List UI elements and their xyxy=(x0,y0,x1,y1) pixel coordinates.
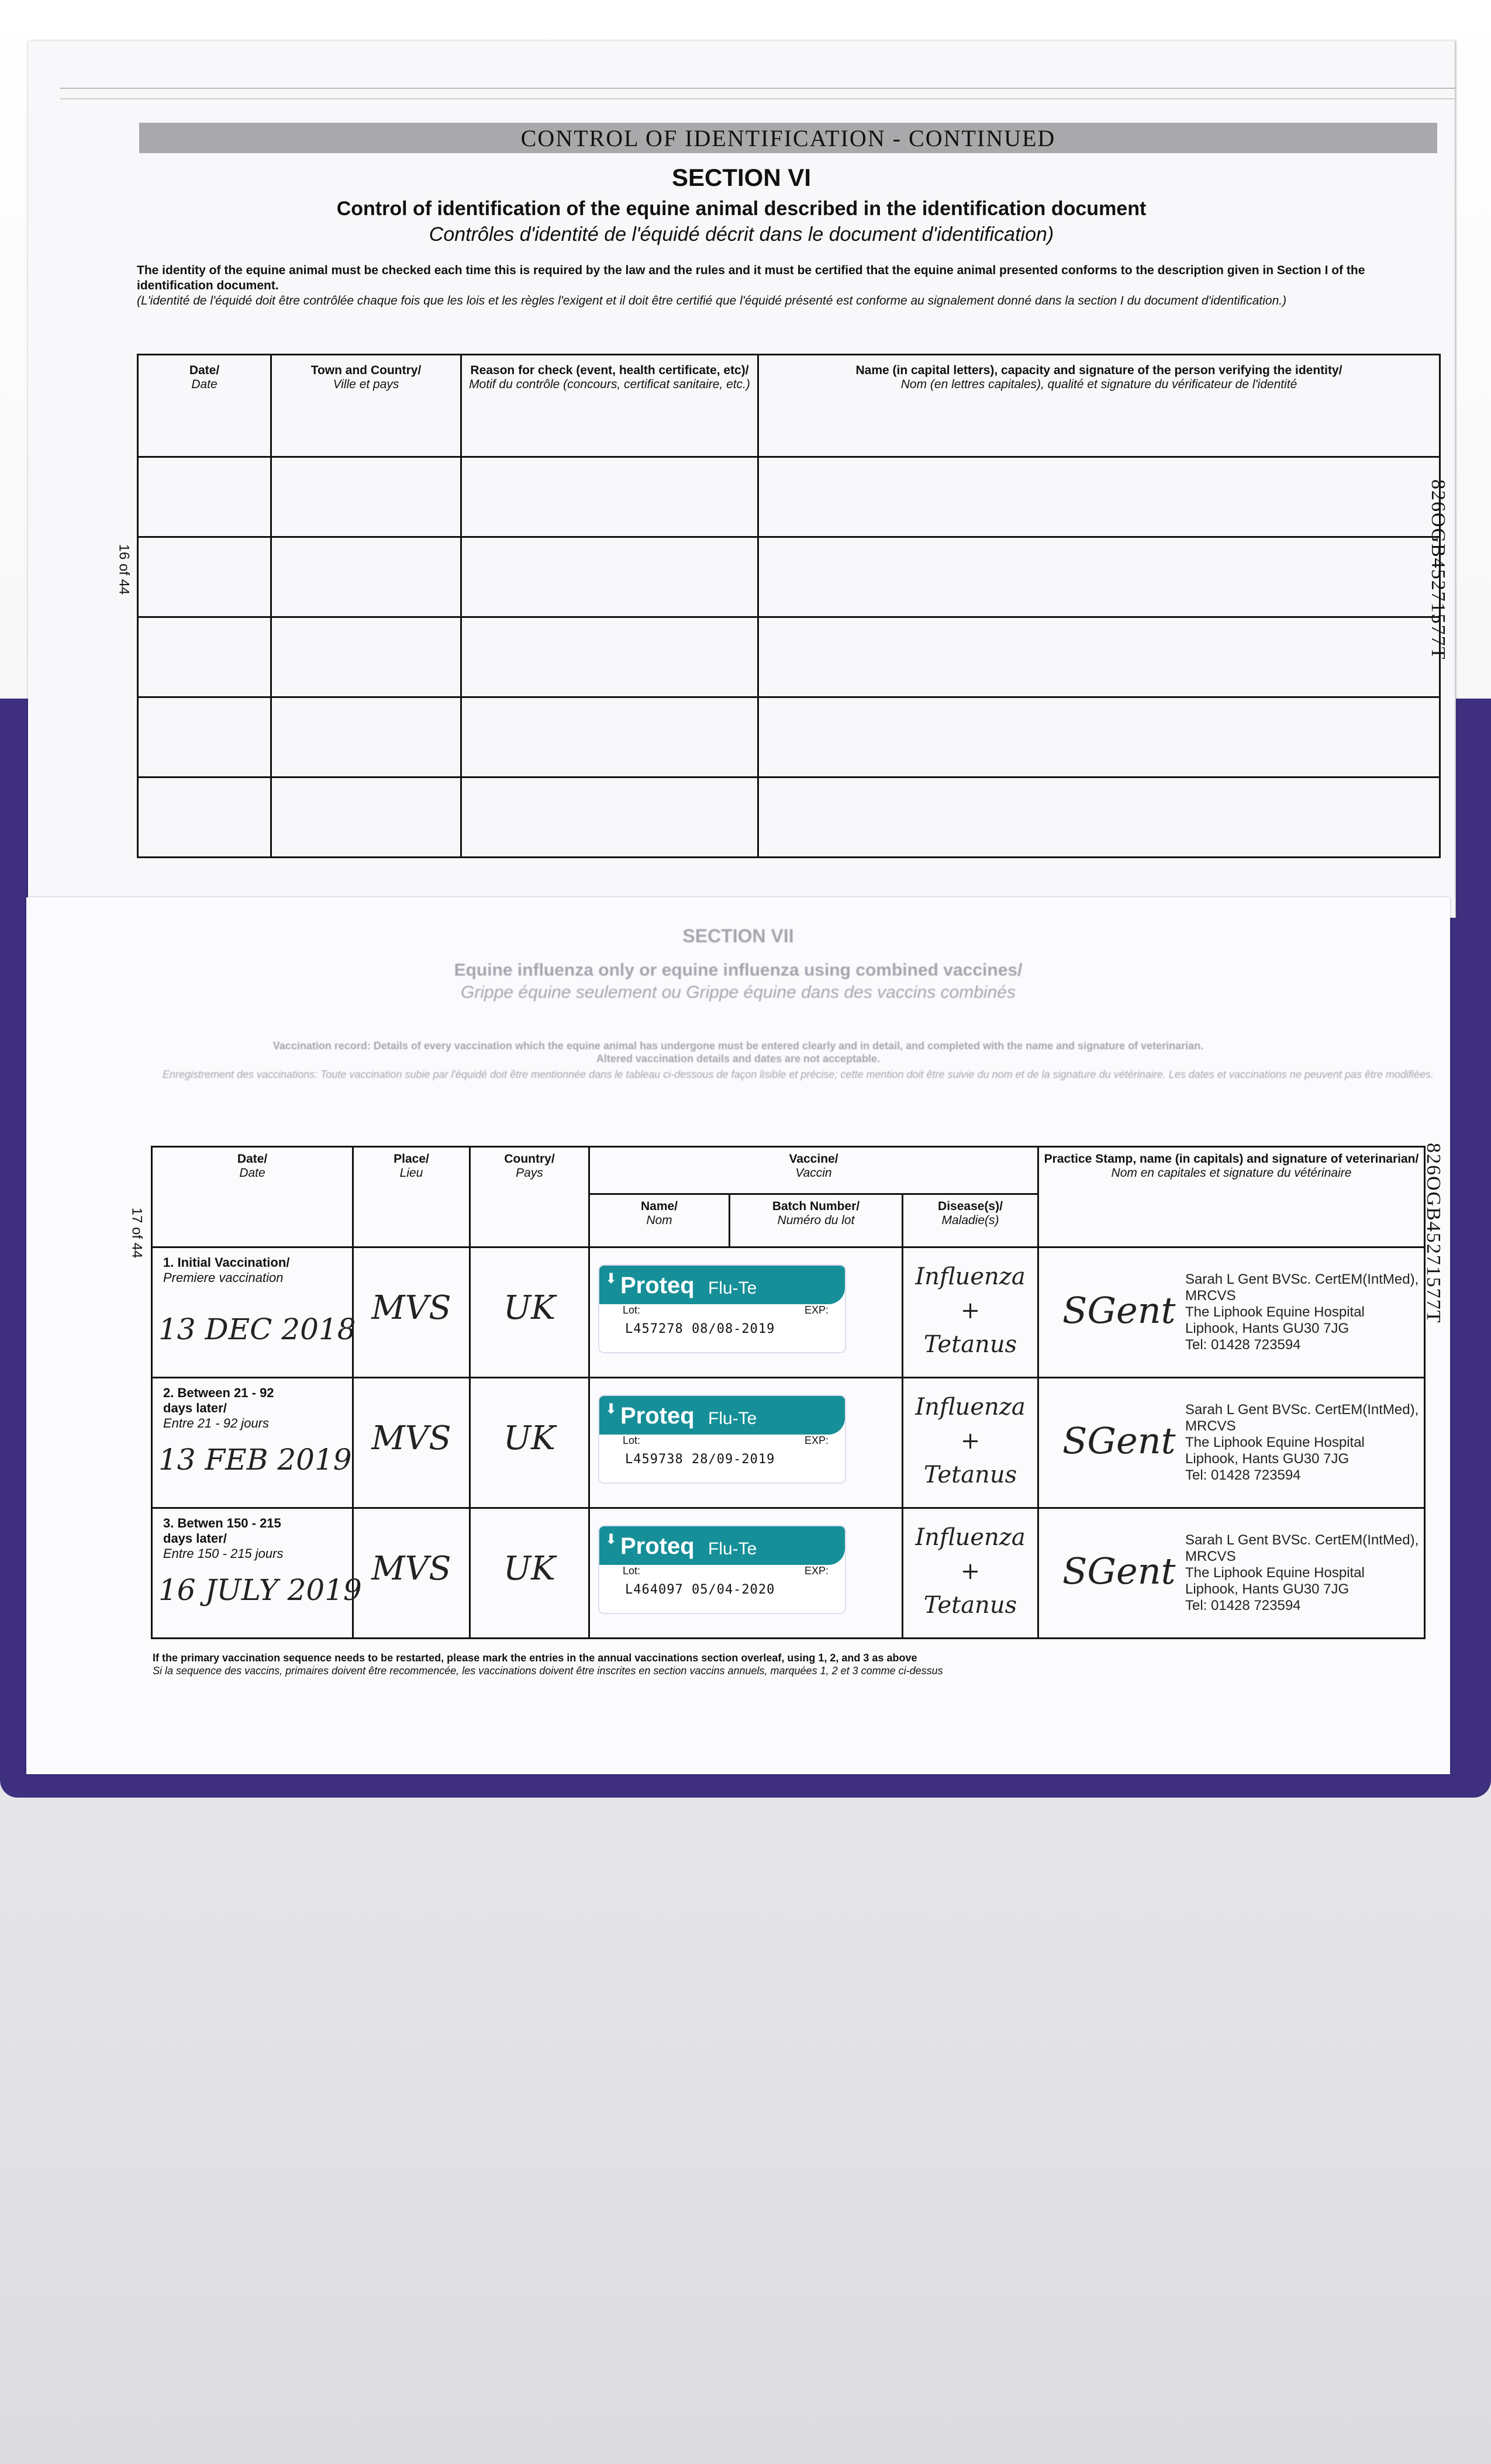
empty-cell[interactable] xyxy=(461,457,758,537)
section-subtitle-en: Control of identification of the equine animal described in the identification document xyxy=(336,198,1147,220)
empty-cell[interactable] xyxy=(758,777,1440,858)
col-vaccine: Vaccine/ Vaccin xyxy=(589,1147,1038,1194)
place-cell xyxy=(353,1508,470,1639)
exp-key: EXP: xyxy=(804,1565,829,1577)
vaccine-sticker xyxy=(598,1525,846,1614)
page-section-vi xyxy=(28,41,1456,918)
col-stamp: Practice Stamp, name (in capitals) and signature of veterinarian/ Nom en capitales et signature du vétérinaire xyxy=(1038,1147,1425,1247)
col-town-country: Town and Country/ Ville et pays xyxy=(271,355,461,457)
exp-key: EXP: xyxy=(804,1304,829,1316)
empty-cell[interactable] xyxy=(138,617,271,697)
disease-cell xyxy=(903,1247,1038,1378)
vaccine-sticker-cell xyxy=(589,1508,903,1639)
empty-cell[interactable] xyxy=(138,777,271,858)
vaccine-brand: Proteq xyxy=(620,1403,695,1429)
col-batch-number: Batch Number/ Numéro du lot xyxy=(730,1194,903,1247)
date-cell xyxy=(152,1247,356,1378)
section-title: SECTION VII xyxy=(682,925,794,946)
page-section-vii xyxy=(26,897,1450,1774)
handwritten-date: 16 JULY 2019 xyxy=(158,1573,362,1607)
vaccine-product: Flu-Te xyxy=(708,1278,757,1298)
section-title: SECTION VI xyxy=(671,164,812,191)
record-text-en: Vaccination record: Details of every vaccination which the equine animal has undergone must be entered clearly and in detail, and completed with the name and signature of veterinarian. xyxy=(272,1040,1204,1052)
vaccine-brand: Proteq xyxy=(620,1273,695,1298)
lot-key: Lot: xyxy=(623,1304,641,1316)
section-subtitle-en: Equine influenza only or equine influenza using combined vaccines/ xyxy=(454,960,1023,980)
batch-number: L459738 28/09-2019 xyxy=(625,1452,775,1467)
table-row xyxy=(138,777,1440,858)
handwritten-date: 13 DEC 2018 xyxy=(158,1312,356,1346)
handwritten-disease: Influenza + Tetanus xyxy=(915,1263,1026,1358)
vet-signature: SGent xyxy=(1062,1419,1176,1462)
empty-cell[interactable] xyxy=(758,537,1440,617)
stamp-cell xyxy=(1038,1508,1425,1639)
empty-cell[interactable] xyxy=(271,617,461,697)
vet-signature: SGent xyxy=(1062,1289,1176,1332)
empty-cell[interactable] xyxy=(138,697,271,777)
vaccine-sticker-cell xyxy=(589,1247,903,1378)
intro-text-en: The identity of the equine animal must be checked each time this is required by the law and the rules and it must be certified that the equine animal presented conforms to the description given in Section I of the identification document. xyxy=(137,264,1365,292)
section-banner: CONTROL OF IDENTIFICATION - CONTINUED xyxy=(139,123,1437,153)
col-date: Date/ Date xyxy=(138,355,271,457)
col-vaccine-name: Name/ Nom xyxy=(589,1194,730,1247)
table-header-row xyxy=(152,1147,1425,1194)
footer-note-fr: Si la sequence des vaccins, primaires doivent être recommencée, les vaccinations doivent être inscrites en section vaccins annuels, marquées 1, 2 et 3 comme ci-dessus xyxy=(153,1665,943,1677)
place-cell xyxy=(353,1247,470,1378)
col-date: Date/ Date xyxy=(152,1147,353,1247)
practice-stamp: Sarah L Gent BVSc. CertEM(IntMed), MRCVS The Liphook Equine Hospital Liphook, Hants GU30 7JG Tel: 01428 723594 xyxy=(1185,1532,1419,1613)
stamp-cell xyxy=(1038,1247,1425,1378)
footer-note-en: If the primary vaccination sequence needs to be restarted, please mark the entries in the annual vaccinations section overleaf, using 1, 2, and 3 as above xyxy=(153,1652,917,1664)
country-cell xyxy=(470,1247,589,1378)
handwritten-place: MVS xyxy=(371,1419,451,1457)
col-reason: Reason for check (event, health certificate, etc)/ Motif du contrôle (concours, certificat sanitaire, etc.) xyxy=(461,355,758,457)
section-subtitle-fr: Grippe équine seulement ou Grippe équine dans des vaccins combinés xyxy=(461,983,1016,1002)
passport-id-vertical: 826OGB45271577T xyxy=(1423,1143,1444,1324)
empty-cell[interactable] xyxy=(271,537,461,617)
empty-cell[interactable] xyxy=(758,697,1440,777)
handwritten-disease: Influenza + Tetanus xyxy=(915,1394,1026,1488)
empty-cell[interactable] xyxy=(138,537,271,617)
place-cell xyxy=(353,1378,470,1508)
handwritten-place: MVS xyxy=(371,1289,451,1327)
page-number: 17 of 44 xyxy=(129,1207,145,1259)
country-cell xyxy=(470,1508,589,1639)
practice-stamp: Sarah L Gent BVSc. CertEM(IntMed), MRCVS The Liphook Equine Hospital Liphook, Hants GU30 7JG Tel: 01428 723594 xyxy=(1185,1271,1419,1353)
empty-cell[interactable] xyxy=(461,777,758,858)
vaccine-product: Flu-Te xyxy=(708,1409,757,1428)
col-country: Country/ Pays xyxy=(470,1147,589,1247)
vaccination-table xyxy=(151,1146,1426,1639)
table-row xyxy=(138,617,1440,697)
vaccine-sticker xyxy=(598,1264,846,1353)
handwritten-country: UK xyxy=(503,1289,556,1327)
page-edge xyxy=(60,88,1456,99)
vaccine-sticker xyxy=(598,1395,846,1484)
vaccine-product: Flu-Te xyxy=(708,1539,757,1558)
table-row xyxy=(152,1378,1425,1508)
lot-key: Lot: xyxy=(623,1565,641,1577)
table-row xyxy=(152,1247,1425,1378)
date-cell xyxy=(152,1508,362,1639)
empty-cell[interactable] xyxy=(271,457,461,537)
arrow-down-icon: ⬇ xyxy=(605,1271,617,1287)
handwritten-place: MVS xyxy=(371,1550,451,1588)
empty-cell[interactable] xyxy=(461,537,758,617)
handwritten-date: 13 FEB 2019 xyxy=(158,1443,352,1477)
disease-cell xyxy=(903,1508,1038,1639)
practice-stamp: Sarah L Gent BVSc. CertEM(IntMed), MRCVS The Liphook Equine Hospital Liphook, Hants GU30 7JG Tel: 01428 723594 xyxy=(1185,1402,1419,1483)
record-text-en-2: Altered vaccination details and dates are not acceptable. xyxy=(596,1053,881,1065)
col-verifier: Name (in capital letters), capacity and signature of the person verifying the identity/ Nom (en lettres capitales), qualité et signature du vérificateur de l'identité xyxy=(758,355,1440,457)
empty-cell[interactable] xyxy=(271,777,461,858)
record-text-fr: Enregistrement des vaccinations: Toute vaccination subie par l'équidé doit être mentionnée dans le tableau ci-dessous de façon lisible et précise; cette mention doit être suivie du nom et de la signature du vétérinaire. Les dates et vaccinations ne peuvent pas être modifiées. xyxy=(162,1069,1434,1080)
handwritten-country: UK xyxy=(503,1419,556,1457)
arrow-down-icon: ⬇ xyxy=(605,1532,617,1547)
empty-cell[interactable] xyxy=(758,617,1440,697)
empty-cell[interactable] xyxy=(461,617,758,697)
row-label: 1. Initial Vaccination/ Premiere vaccination xyxy=(163,1255,290,1285)
col-disease: Disease(s)/ Maladie(s) xyxy=(903,1194,1038,1247)
batch-number: L457278 08/08-2019 xyxy=(625,1322,775,1336)
handwritten-disease: Influenza + Tetanus xyxy=(915,1524,1026,1619)
row-label: 2. Between 21 - 92 days later/ Entre 21 - 92 jours xyxy=(163,1385,274,1430)
intro-text-fr: (L'identité de l'équidé doit être contrôlée chaque fois que les lois et les règles l'exigent et il doit être certifié que l'équidé présenté est conforme au signalement donné dans la section I du document d'identification.) xyxy=(137,294,1287,307)
passport-id-vertical: 826OGB45271577T xyxy=(1427,479,1449,661)
exp-key: EXP: xyxy=(804,1435,829,1446)
table-row xyxy=(138,537,1440,617)
section-subtitle-fr: Contrôles d'identité de l'équidé décrit dans le document d'identification) xyxy=(429,223,1054,246)
disease-cell xyxy=(903,1378,1038,1508)
country-cell xyxy=(470,1378,589,1508)
identification-check-table xyxy=(137,354,1441,858)
empty-cell[interactable] xyxy=(758,457,1440,537)
lot-key: Lot: xyxy=(623,1435,641,1446)
table-row xyxy=(152,1508,1425,1639)
vaccine-sticker-cell xyxy=(589,1378,903,1508)
table-header-row xyxy=(138,355,1440,457)
handwritten-country: UK xyxy=(503,1550,556,1588)
arrow-down-icon: ⬇ xyxy=(605,1401,617,1417)
vet-signature: SGent xyxy=(1062,1550,1176,1592)
vaccine-brand: Proteq xyxy=(620,1533,695,1559)
empty-cell[interactable] xyxy=(271,697,461,777)
batch-number: L464097 05/04-2020 xyxy=(625,1582,775,1597)
table-row xyxy=(138,697,1440,777)
empty-cell[interactable] xyxy=(461,697,758,777)
col-place: Place/ Lieu xyxy=(353,1147,470,1247)
date-cell xyxy=(152,1378,353,1508)
row-label: 3. Betwen 150 - 215 days later/ Entre 150 - 215 jours xyxy=(163,1516,284,1561)
table-row xyxy=(138,457,1440,537)
empty-cell[interactable] xyxy=(138,457,271,537)
page-number: 16 of 44 xyxy=(116,544,132,595)
stamp-cell xyxy=(1038,1378,1425,1508)
